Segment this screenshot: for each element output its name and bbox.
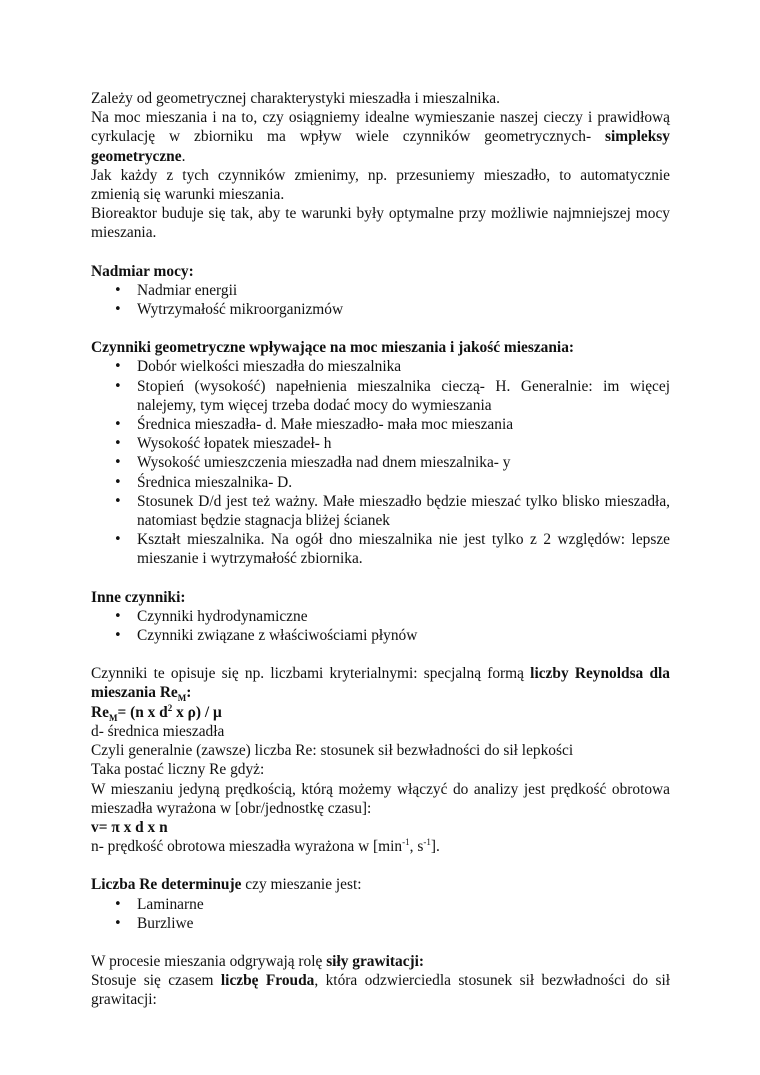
reynolds-intro-paragraph: Czynniki te opisuje się np. liczbami kryterialnymi: specjalną formą liczby Reynoldsa dla mieszania $Re_M$:	[91, 665, 670, 704]
bullet-icon: •	[114, 628, 122, 644]
reynolds-formula: $Re_M= (n$ x $d^2$ x ρ) / μ	[91, 702, 222, 723]
list-item: • Laminarne	[114, 895, 204, 913]
list-item: • Kształt mieszalnika. Na ogół dno mieszalnika nie jest tylko z 2 względów: lepsze mieszanie i wytrzymałość zbiornika.	[114, 531, 670, 568]
bullet-icon: •	[114, 896, 122, 912]
list-item: • Nadmiar energii	[114, 281, 238, 299]
list-item: • Stopień (wysokość) napełnienia mieszalnika cieczą- H. Generalnie: im więcej nalejemy, tym więcej trzeba dodać mocy do wymieszania	[114, 377, 670, 414]
inne-czynniki-list	[91, 607, 670, 645]
bullet-icon: •	[114, 608, 122, 624]
list-item: • Stosunek D/d jest też ważny. Małe mieszadło będzie mieszać tylko blisko mieszadła, natomiast będzie stagnacja bliżej ścianek	[114, 492, 670, 530]
section-heading-inne-czynniki: Inne czynniki:	[91, 588, 186, 606]
velocity-formula: v= π x d x n	[91, 818, 168, 836]
bullet-icon: •	[114, 378, 122, 394]
list-item: • Wysokość łopatek mieszadeł- h	[114, 435, 332, 453]
bullet-icon: •	[114, 455, 122, 471]
froude-term: liczbę Frouda	[220, 972, 315, 990]
gravity-paragraph-1: W procesie mieszania odgrywają rolę siły grawitacji:	[91, 952, 425, 970]
reynolds-term: liczby Reynoldsa dla mieszania $Re_M$:	[91, 665, 670, 704]
nadmiar-list	[91, 281, 670, 319]
czynniki-geometryczne-list	[91, 357, 670, 568]
intro-paragraph-3: Jak każdy z tych czynników zmienimy, np. przesuniemy mieszadło, to automatycznie zmienią się warunki mieszania.	[91, 166, 670, 204]
bullet-icon: •	[114, 493, 122, 509]
list-item: • Czynniki hydrodynamiczne	[114, 607, 308, 625]
re-determines-line: Liczba Re determinuje czy mieszanie jest:	[91, 876, 362, 894]
bullet-icon: •	[114, 474, 122, 490]
bullet-icon: •	[114, 915, 122, 931]
intro-paragraph-4: Bioreaktor buduje się tak, aby te warunki były optymalne przy możliwie najmniejszej mocy mieszania.	[91, 205, 670, 242]
intro-paragraph-1: Zależy od geometrycznej charakterystyki mieszadła i mieszalnika.	[91, 90, 500, 107]
n-definition: n- prędkość obrotowa mieszadła wyrażona w [$\min^{-1}$, $s^{-1}$].	[91, 836, 440, 856]
simpleksy-term: simpleksy geometryczne	[91, 128, 670, 165]
rotation-speed-paragraph: W mieszaniu jedyną prędkością, którą możemy włączyć do analizy jest prędkość obrotowa mieszadła wyrażona w [obr/jednostkę czasu]:	[91, 780, 670, 817]
intro-paragraph-2: Na moc mieszania i na to, czy osiągniemy idealne wymieszanie naszej cieczy i prawidłową cyrkulację w zbiorniku ma wpływ wiele czynników geometrycznych- simpleksy geometryczne.	[91, 109, 670, 165]
list-item: • Średnica mieszadła- d. Małe mieszadło- mała moc mieszania	[114, 416, 514, 434]
list-item: • Średnica mieszalnika- D.	[114, 473, 293, 491]
re-reason-line: Taka postać liczny Re gdyż:	[91, 761, 265, 779]
bullet-icon: •	[114, 436, 122, 452]
document-page	[91, 89, 670, 1010]
section-heading-nadmiar: Nadmiar mocy:	[91, 262, 194, 280]
bullet-icon: •	[114, 282, 122, 298]
bullet-icon: •	[114, 302, 122, 318]
bullet-icon: •	[114, 359, 122, 375]
re-general-definition: Czyli generalnie (zawsze) liczba Re: stosunek sił bezwładności do sił lepkości	[91, 742, 574, 760]
bullet-icon: •	[114, 532, 122, 548]
list-item: • Dobór wielkości mieszadła do mieszalnika	[114, 358, 402, 376]
list-item: • Wysokość umieszczenia mieszadła nad dnem mieszalnika- y	[114, 454, 511, 472]
list-item: • Burzliwe	[114, 914, 194, 932]
list-item: • Wytrzymałość mikroorganizmów	[114, 301, 344, 319]
section-heading-czynniki-geometryczne: Czynniki geometryczne wpływające na moc mieszania i jakość mieszania:	[91, 339, 575, 357]
gravity-paragraph-2: Stosuje się czasem liczbę Frouda, która odzwierciedla stosunek sił bezwładności do sił grawitacji:	[91, 972, 670, 1009]
flow-type-list	[91, 895, 670, 933]
d-definition: d- średnica mieszadła	[91, 722, 225, 740]
list-item: • Czynniki związane z właściwościami płynów	[114, 627, 418, 645]
bullet-icon: •	[114, 417, 122, 433]
